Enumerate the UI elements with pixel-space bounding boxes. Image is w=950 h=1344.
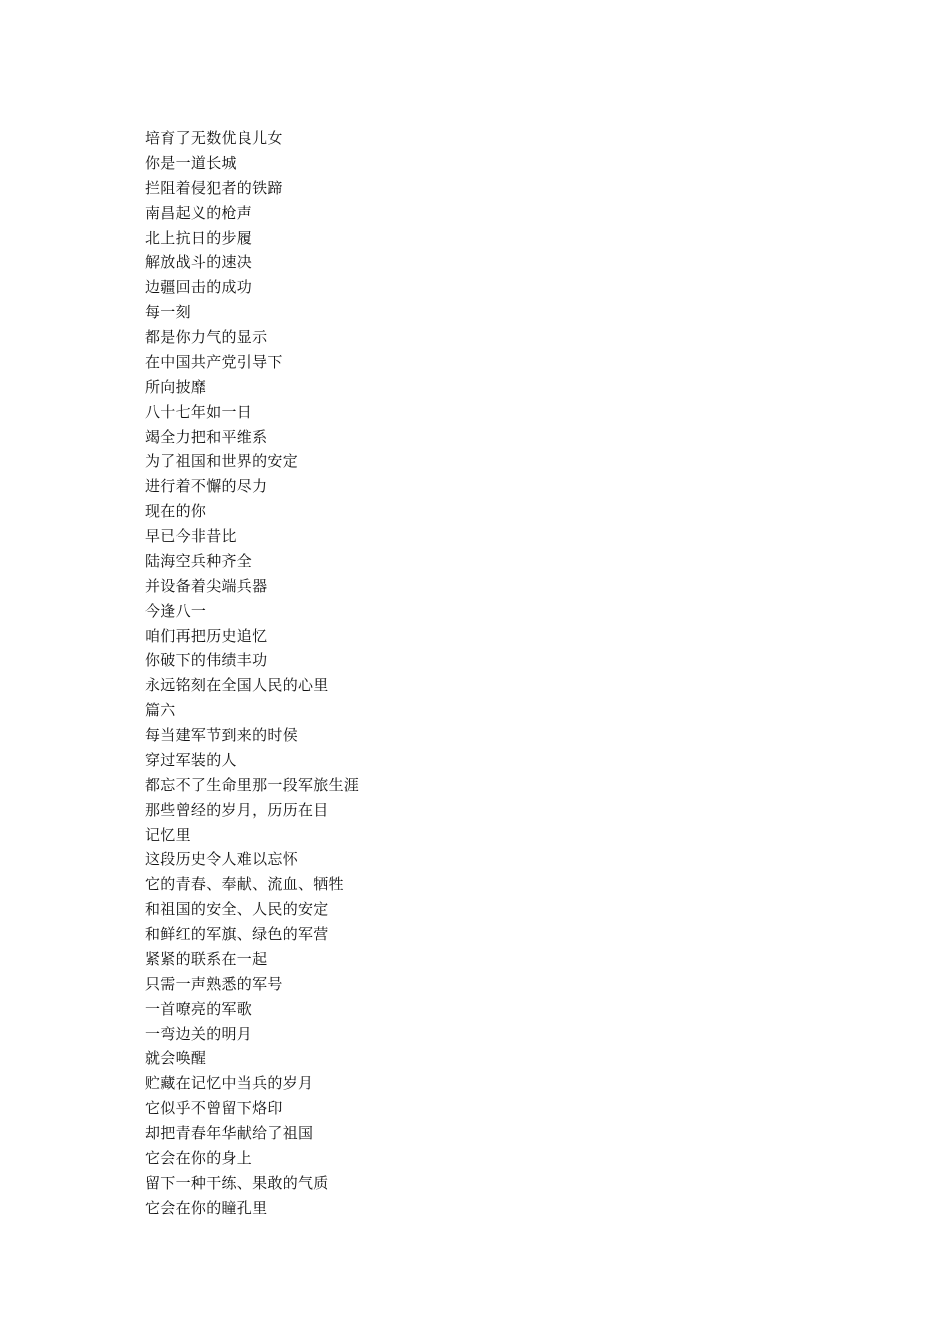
poem-line: 一首嘹亮的军歌 — [145, 999, 253, 1018]
poem-line: 所向披靡 — [145, 377, 207, 396]
poem-text-block — [145, 126, 359, 1221]
poem-line: 咱们再把历史追忆 — [145, 626, 268, 645]
poem-line: 它的青春、奉献、流血、牺牲 — [145, 875, 344, 894]
poem-line: 进行着不懈的尽力 — [145, 477, 268, 496]
poem-line: 八十七年如一日 — [145, 402, 253, 421]
poem-line: 每一刻 — [145, 303, 191, 322]
poem-line: 那些曾经的岁月，历历在目 — [145, 800, 329, 819]
poem-line: 它似乎不曾留下烙印 — [145, 1099, 283, 1118]
poem-line: 贮藏在记忆中当兵的岁月 — [145, 1074, 314, 1093]
poem-line: 在中国共产党引导下 — [145, 352, 283, 371]
poem-line: 穿过军装的人 — [145, 750, 237, 769]
poem-line: 这段历史令人难以忘怀 — [145, 850, 299, 869]
poem-line: 都是你力气的显示 — [145, 328, 268, 346]
poem-line: 记忆里 — [145, 825, 191, 844]
poem-line: 却把青春年华献给了祖国 — [145, 1124, 314, 1142]
poem-line: 每当建军节到来的时侯 — [145, 726, 299, 744]
poem-line: 南昌起义的枪声 — [145, 203, 253, 222]
poem-line: 永远铭刻在全国人民的心里 — [145, 676, 329, 695]
poem-line: 只需一声熟悉的军号 — [145, 974, 283, 993]
poem-line: 篇六 — [145, 701, 176, 720]
poem-line: 边疆回击的成功 — [145, 278, 253, 297]
poem-line: 就会唤醒 — [145, 1049, 207, 1068]
poem-line: 北上抗日的步履 — [145, 228, 253, 247]
poem-line: 紧紧的联系在一起 — [145, 949, 268, 968]
poem-line: 陆海空兵种齐全 — [145, 551, 253, 570]
poem-line: 它会在你的瞳孔里 — [145, 1198, 268, 1217]
poem-line: 竭全力把和平维系 — [145, 427, 268, 446]
poem-line: 你破下的伟绩丰功 — [145, 651, 268, 670]
poem-line: 一弯边关的明月 — [145, 1024, 253, 1043]
poem-line: 今逢八一 — [145, 601, 207, 620]
poem-line: 它会在你的身上 — [145, 1148, 253, 1167]
poem-line: 你是一道长城 — [145, 153, 237, 172]
poem-line: 和鲜红的军旗、绿色的军营 — [145, 925, 329, 943]
poem-line: 和祖国的安全、人民的安定 — [145, 900, 329, 919]
poem-line: 现在的你 — [145, 502, 207, 521]
poem-line: 为了祖国和世界的安定 — [145, 452, 299, 471]
poem-line: 解放战斗的速决 — [145, 253, 253, 272]
poem-line: 留下一种干练、果敢的气质 — [145, 1173, 329, 1192]
poem-line: 都忘不了生命里那一段军旅生涯 — [145, 775, 360, 794]
poem-line: 并设备着尖端兵器 — [145, 576, 268, 595]
poem-line: 拦阻着侵犯者的铁蹄 — [145, 178, 283, 197]
poem-line: 早已今非昔比 — [145, 527, 237, 545]
poem-line: 培育了无数优良儿女 — [145, 129, 283, 147]
